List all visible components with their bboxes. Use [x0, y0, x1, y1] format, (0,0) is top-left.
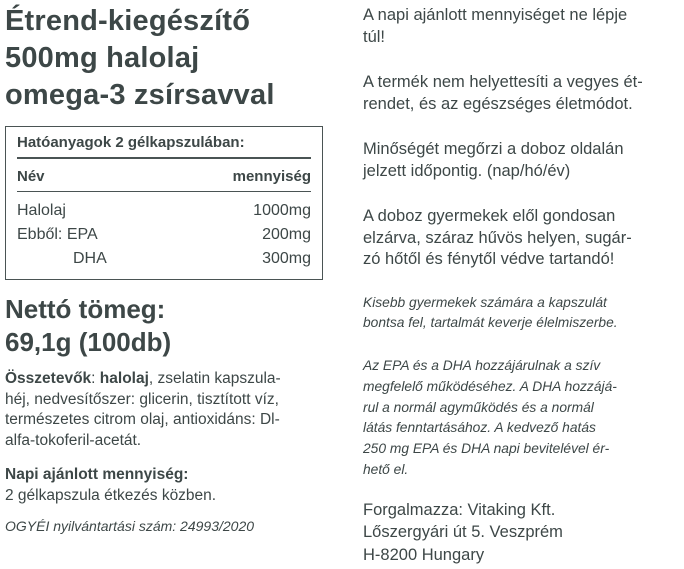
text-line: hető el. — [363, 462, 409, 478]
row-amount: 200mg — [262, 226, 311, 243]
text-line: zó hőtől és fénytől védve tartandó! — [363, 250, 615, 268]
storage-warning — [363, 206, 681, 271]
text-line: A termék nem helyettesíti a vegyes ét- — [363, 73, 643, 91]
daily-dose-text: 2 gélkapszula étkezés közben. — [5, 486, 217, 504]
distributor — [363, 499, 681, 567]
ingredients-sep: : — [91, 370, 100, 387]
best-before — [363, 139, 681, 182]
right-column — [363, 0, 681, 566]
text-line: Forgalmazza: Vitaking Kft. — [363, 500, 556, 519]
ingredients-line: alfa-tokoferil-acetát. — [5, 431, 142, 449]
text-line: Minőségét megőrzi a doboz oldalán — [363, 140, 624, 158]
text-line: A napi ajánlott mennyiséget ne lépje — [363, 6, 628, 24]
text-line: H-8200 Hungary — [363, 545, 485, 564]
table-row — [17, 223, 311, 247]
text-line: túl! — [363, 27, 386, 46]
title-line: omega-3 zsírsavval — [5, 79, 275, 111]
ingredients-highlight: halolaj — [99, 370, 149, 387]
left-column — [5, 0, 323, 534]
text-line: rendet, és az egészséges életmódot. — [363, 94, 633, 113]
ingredients-label: Összetevők — [5, 370, 92, 387]
text-line: A doboz gyermekek elől gondosan — [363, 207, 616, 225]
row-amount: 300mg — [262, 250, 311, 267]
ingredients-text: , zselatin kapszula- — [148, 370, 281, 387]
ingredients-line: természetes citrom olaj, antioxidáns: Dl- — [5, 411, 280, 428]
ingredients-line: héj, nedvesítőszer: glicerin, tisztított víz, — [5, 390, 279, 408]
text-line: látás fenntartásához. A kedvező hatás — [363, 420, 596, 436]
table-row — [17, 199, 311, 223]
text-line: rul a normál agyműködés és a normál — [363, 399, 594, 415]
text-line: 250 mg EPA és DHA napi bevitelével ér- — [363, 441, 610, 457]
net-weight-line: 69,1g (100db) — [5, 327, 172, 357]
row-name: DHA — [73, 250, 107, 267]
title-line: Étrend-kiegészítő — [5, 5, 251, 37]
health-claim — [363, 356, 681, 481]
net-weight — [5, 293, 323, 359]
col-amount-header: mennyiség — [232, 168, 311, 185]
text-line: Kisebb gyermekek számára a kapszulát — [363, 294, 607, 310]
ingredients — [5, 369, 323, 451]
table-column-headers — [17, 159, 311, 192]
warning-dose — [363, 5, 681, 48]
row-name: Ebből: EPA — [17, 226, 98, 243]
text-line: megfelelő működéséhez. A DHA hozzájá- — [363, 378, 617, 394]
product-title — [5, 3, 323, 114]
warning-diet — [363, 72, 681, 115]
children-note — [363, 293, 681, 335]
table-header: Hatóanyagok 2 gélkapszulában: — [17, 127, 311, 159]
row-name: Halolaj — [17, 202, 66, 219]
nutrition-table — [5, 126, 323, 280]
col-name-header: Név — [17, 168, 45, 185]
text-line: Az EPA és a DHA hozzájárulnak a szív — [363, 358, 601, 374]
registration-number: OGYÉI nyilvántartási szám: 24993/2020 — [5, 518, 255, 534]
daily-dose-label: Napi ajánlott mennyiség: — [5, 466, 189, 483]
title-line: 500mg halolaj — [5, 42, 200, 74]
table-row — [17, 247, 311, 271]
text-line: Lőszergyári út 5. Veszprém — [363, 523, 563, 542]
text-line: jelzett időpontig. (nap/hó/év) — [363, 161, 571, 180]
text-line: bontsa fel, tartalmát keverje élelmiszerbe. — [363, 315, 618, 331]
net-weight-line: Nettó tömeg: — [5, 294, 166, 324]
text-line: elzárva, száraz hűvös helyen, sugár- — [363, 228, 632, 247]
row-amount: 1000mg — [253, 202, 311, 219]
daily-dose — [5, 465, 323, 506]
ingredients-line — [5, 369, 323, 390]
